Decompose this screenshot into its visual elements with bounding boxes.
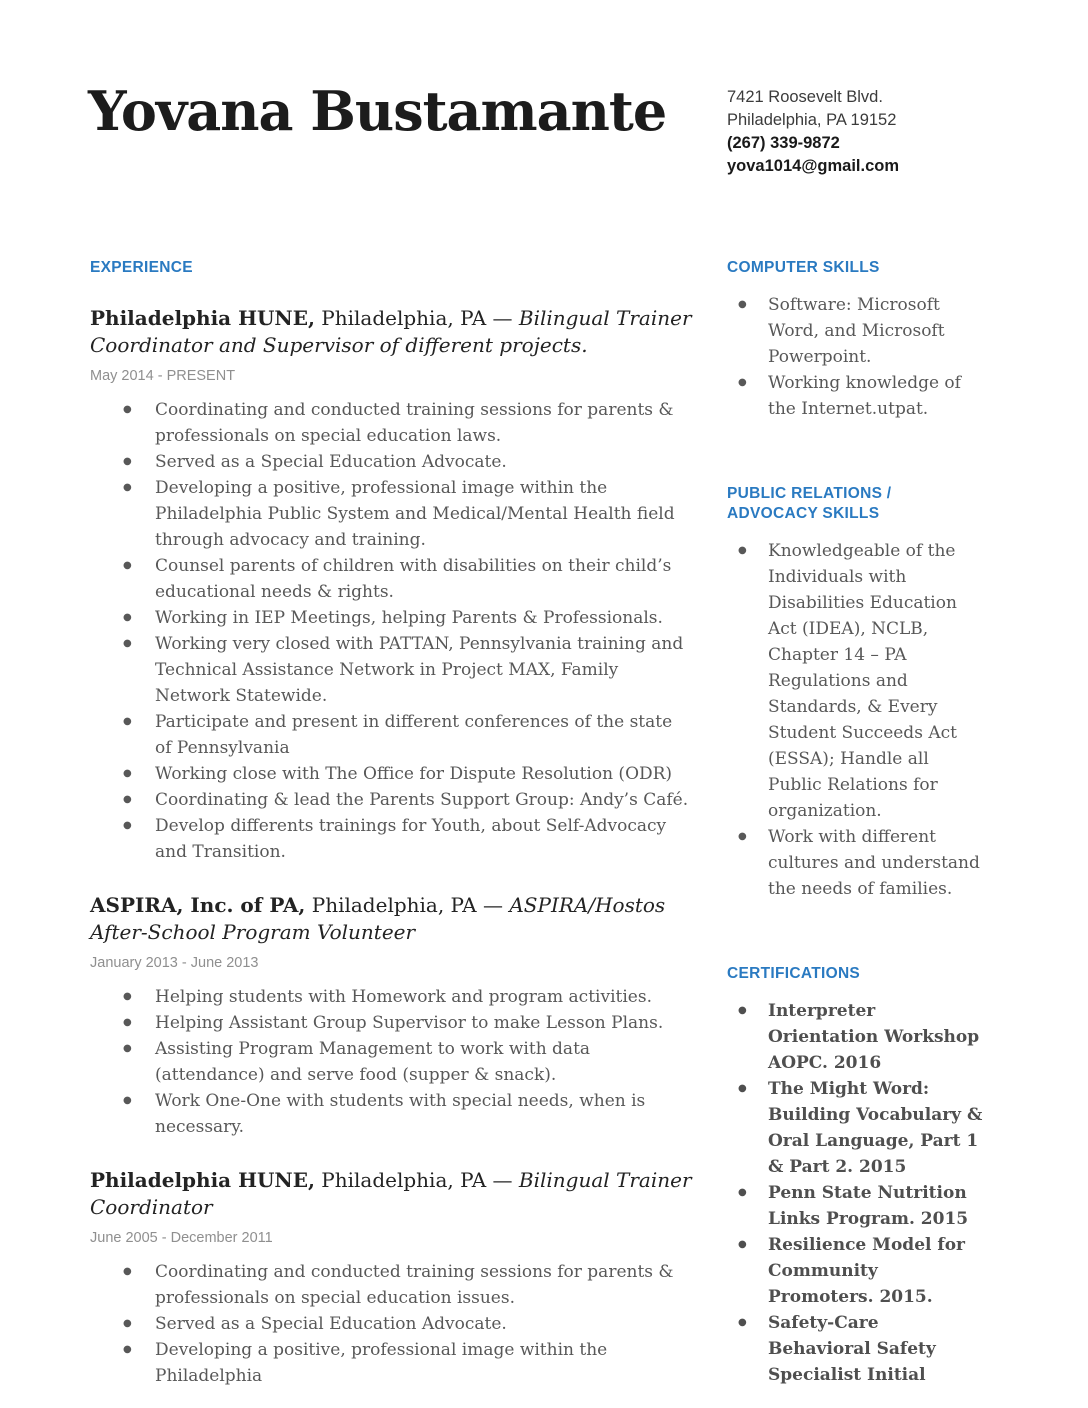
computer-skills-list — [727, 292, 983, 422]
job-philadelphia-hune-1 — [90, 305, 692, 865]
skill-bullet: ● Work with different cultures and understand the needs of families. — [727, 824, 983, 902]
experience-bullet: ● Served as a Special Education Advocate. — [90, 1311, 692, 1337]
experience-bullet: ● Coordinating and conducted training sessions for parents & professionals on special education issues. — [90, 1259, 692, 1311]
job-role: Bilingual Trainer Coordinator — [90, 1168, 692, 1219]
experience-bullet: ● Helping Assistant Group Supervisor to make Lesson Plans. — [90, 1010, 692, 1036]
job-bullet-list — [90, 984, 692, 1140]
contact-phone: (267) 339-9872 — [727, 134, 840, 152]
job-dates: June 2005 - December 2011 — [90, 1230, 273, 1246]
certification-item: ● Resilience Model for Community Promoters. 2015. — [727, 1232, 983, 1310]
skill-bullet: ● Working knowledge of the Internet.utpat. — [727, 370, 983, 422]
job-role: ASPIRA/Hostos After-School Program Volunteer — [90, 893, 666, 944]
section-certifications — [727, 964, 983, 1388]
job-dates: January 2013 - June 2013 — [90, 955, 259, 971]
experience-bullet: ● Developing a positive, professional image within the Philadelphia Public System and Medical/Mental Health field through advocacy and training. — [90, 475, 692, 553]
job-bullet-list — [90, 397, 692, 865]
computer-skills-heading: COMPUTER SKILLS — [727, 259, 880, 276]
contact-block — [727, 86, 1027, 178]
experience-column — [90, 258, 692, 1389]
contact-address-line1: 7421 Roosevelt Blvd. — [727, 88, 883, 106]
job-title — [90, 892, 692, 946]
experience-bullet: ● Develop differents trainings for Youth, about Self-Advocacy and Transition. — [90, 813, 692, 865]
section-computer-skills — [727, 258, 983, 422]
contact-address-line2: Philadelphia, PA 19152 — [727, 111, 897, 129]
job-title — [90, 1167, 692, 1221]
experience-bullet: ● Counsel parents of children with disabilities on their child’s educational needs & rights. — [90, 553, 692, 605]
job-dates: May 2014 - PRESENT — [90, 368, 236, 384]
job-location: Philadelphia, PA — — [321, 1168, 513, 1192]
job-org: Philadelphia HUNE, — [90, 306, 315, 330]
job-bullet-list — [90, 1259, 692, 1389]
experience-heading: EXPERIENCE — [90, 259, 193, 276]
section-public-relations — [727, 484, 983, 902]
public-relations-heading: PUBLIC RELATIONS / ADVOCACY SKILLS — [727, 485, 892, 522]
job-location: Philadelphia, PA — — [311, 893, 503, 917]
contact-email: yova1014@gmail.com — [727, 157, 900, 175]
skill-bullet: ● Software: Microsoft Word, and Microsoft Powerpoint. — [727, 292, 983, 370]
resume-name: Yovana Bustamante — [88, 79, 667, 143]
certifications-heading: CERTIFICATIONS — [727, 965, 861, 982]
experience-bullet: ● Coordinating and conducted training sessions for parents & professionals on special education laws. — [90, 397, 692, 449]
job-role: Bilingual Trainer Coordinator and Supervisor of different projects. — [90, 306, 692, 357]
certification-item: ● Penn State Nutrition Links Program. 2015 — [727, 1180, 983, 1232]
experience-bullet: ● Developing a positive, professional image within the Philadelphia — [90, 1337, 692, 1389]
experience-bullet: ● Helping students with Homework and program activities. — [90, 984, 692, 1010]
experience-bullet: ● Assisting Program Management to work with data (attendance) and serve food (supper & snack). — [90, 1036, 692, 1088]
public-relations-list — [727, 538, 983, 902]
skills-column — [727, 258, 983, 1388]
experience-bullet: ● Participate and present in different conferences of the state of Pennsylvania — [90, 709, 692, 761]
experience-bullet: ● Served as a Special Education Advocate. — [90, 449, 692, 475]
job-org: ASPIRA, Inc. of PA, — [90, 893, 306, 917]
experience-bullet: ● Working very closed with PATTAN, Pennsylvania training and Technical Assistance Network in Project MAX, Family Network Statewide. — [90, 631, 692, 709]
experience-bullet: ● Working close with The Office for Dispute Resolution (ODR) — [90, 761, 692, 787]
certifications-list — [727, 998, 983, 1388]
experience-bullet: ● Coordinating & lead the Parents Support Group: Andy’s Café. — [90, 787, 692, 813]
certification-item: ● The Might Word: Building Vocabulary & Oral Language, Part 1 & Part 2. 2015 — [727, 1076, 983, 1180]
certification-item: ● Safety-Care Behavioral Safety Specialist Initial — [727, 1310, 983, 1388]
skill-bullet: ● Knowledgeable of the Individuals with Disabilities Education Act (IDEA), NCLB, Chapter 14 – PA Regulations and Standards, & Every Student Succeeds Act (ESSA); Handle all Public Relations for organization. — [727, 538, 983, 824]
job-location: Philadelphia, PA — — [321, 306, 513, 330]
job-philadelphia-hune-2 — [90, 1167, 692, 1389]
experience-bullet: ● Work One-One with students with special needs, when is necessary. — [90, 1088, 692, 1140]
certification-item: ● Interpreter Orientation Workshop AOPC. 2016 — [727, 998, 983, 1076]
job-org: Philadelphia HUNE, — [90, 1168, 315, 1192]
job-title — [90, 305, 692, 359]
job-aspira — [90, 892, 692, 1140]
experience-bullet: ● Working in IEP Meetings, helping Parents & Professionals. — [90, 605, 692, 631]
